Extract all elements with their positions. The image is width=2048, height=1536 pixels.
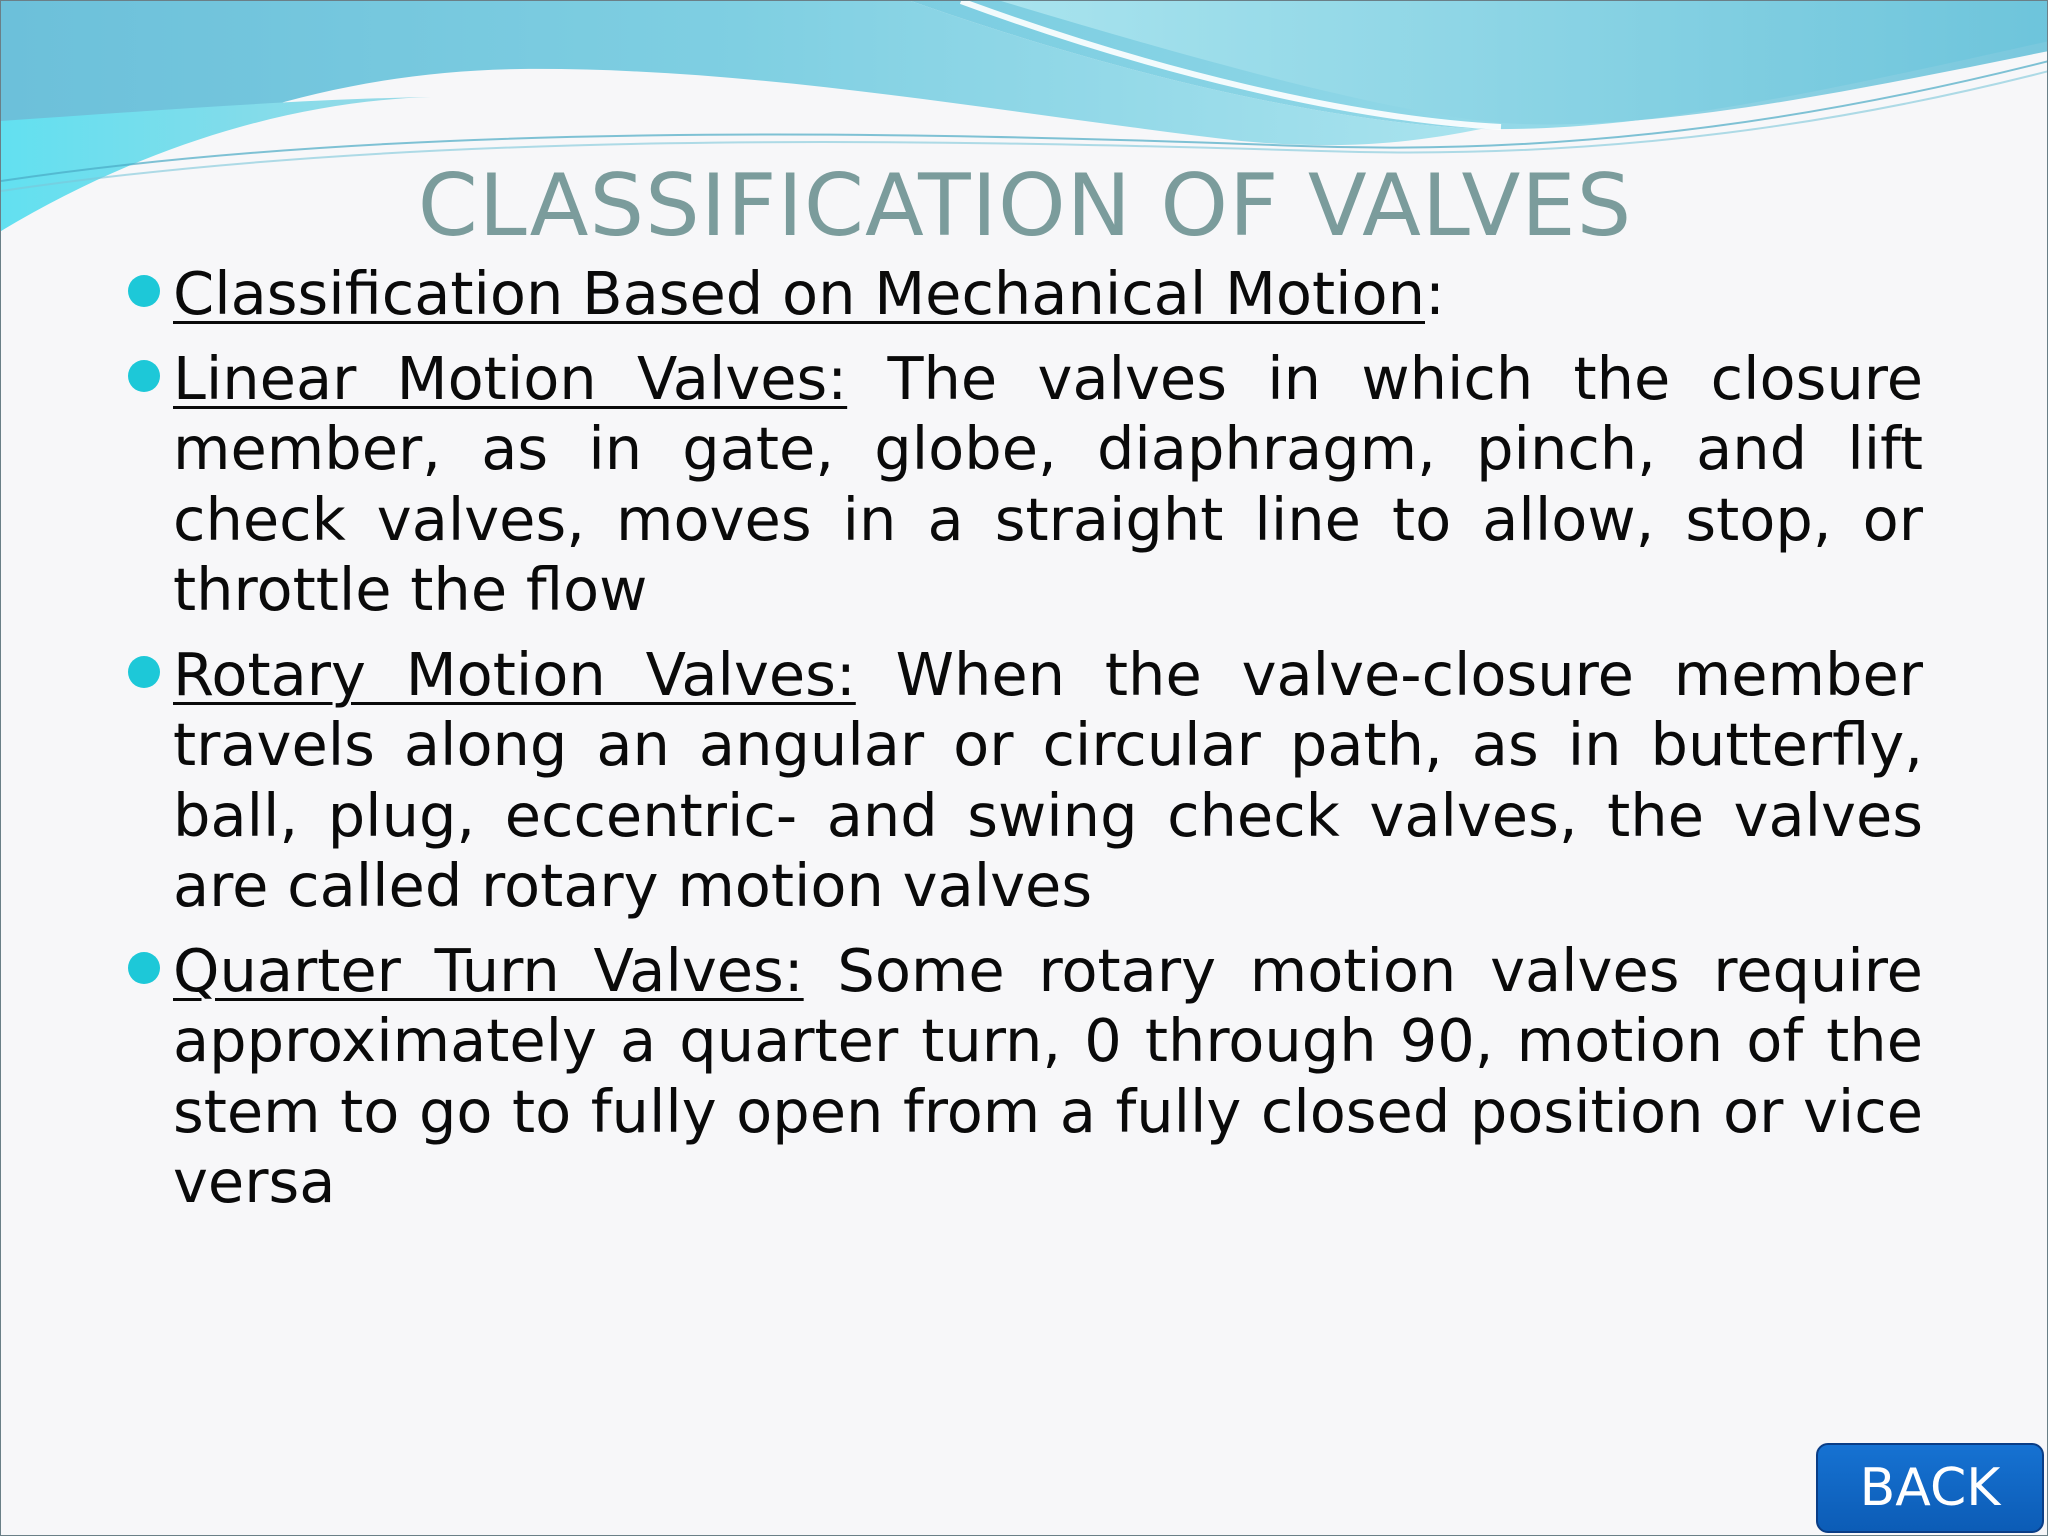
bullet-item	[173, 640, 1923, 922]
bullet-text: When the valve-closure member travels along an angular or circular path, as in butterfly, ball, plug, eccentric- and swing check valves, the valves are called rotary motion valves	[173, 639, 1923, 920]
bullet-text: Some rotary motion valves require approximately a quarter turn, 0 through 90, motion of the stem to go to fully open from a fully closed position or vice versa	[173, 935, 1923, 1216]
bullet-item	[173, 259, 1923, 330]
bullet-item	[173, 344, 1923, 626]
bullet-term: Quarter Turn Valves:	[173, 935, 804, 1005]
bullet-dot-icon	[128, 952, 160, 984]
bullet-text: :	[1425, 259, 1445, 328]
back-button[interactable]: BACK	[1816, 1443, 2044, 1533]
bullet-text: The valves in which the closure member, as in gate, globe, diaphragm, pinch, and lift check valves, moves in a straight line to allow, stop, or throttle the flow	[173, 343, 1923, 624]
slide-title: CLASSIFICATION OF VALVES	[417, 156, 1633, 256]
bullet-term: Rotary Motion Valves:	[173, 639, 856, 709]
bullet-term: Classification Based on Mechanical Motion	[173, 259, 1425, 328]
bullet-term: Linear Motion Valves:	[173, 343, 848, 413]
bullet-dot-icon	[128, 656, 160, 688]
bullet-item	[173, 936, 1923, 1218]
bullet-list	[173, 259, 1923, 1232]
bullet-dot-icon	[128, 275, 160, 307]
bullet-dot-icon	[128, 360, 160, 392]
